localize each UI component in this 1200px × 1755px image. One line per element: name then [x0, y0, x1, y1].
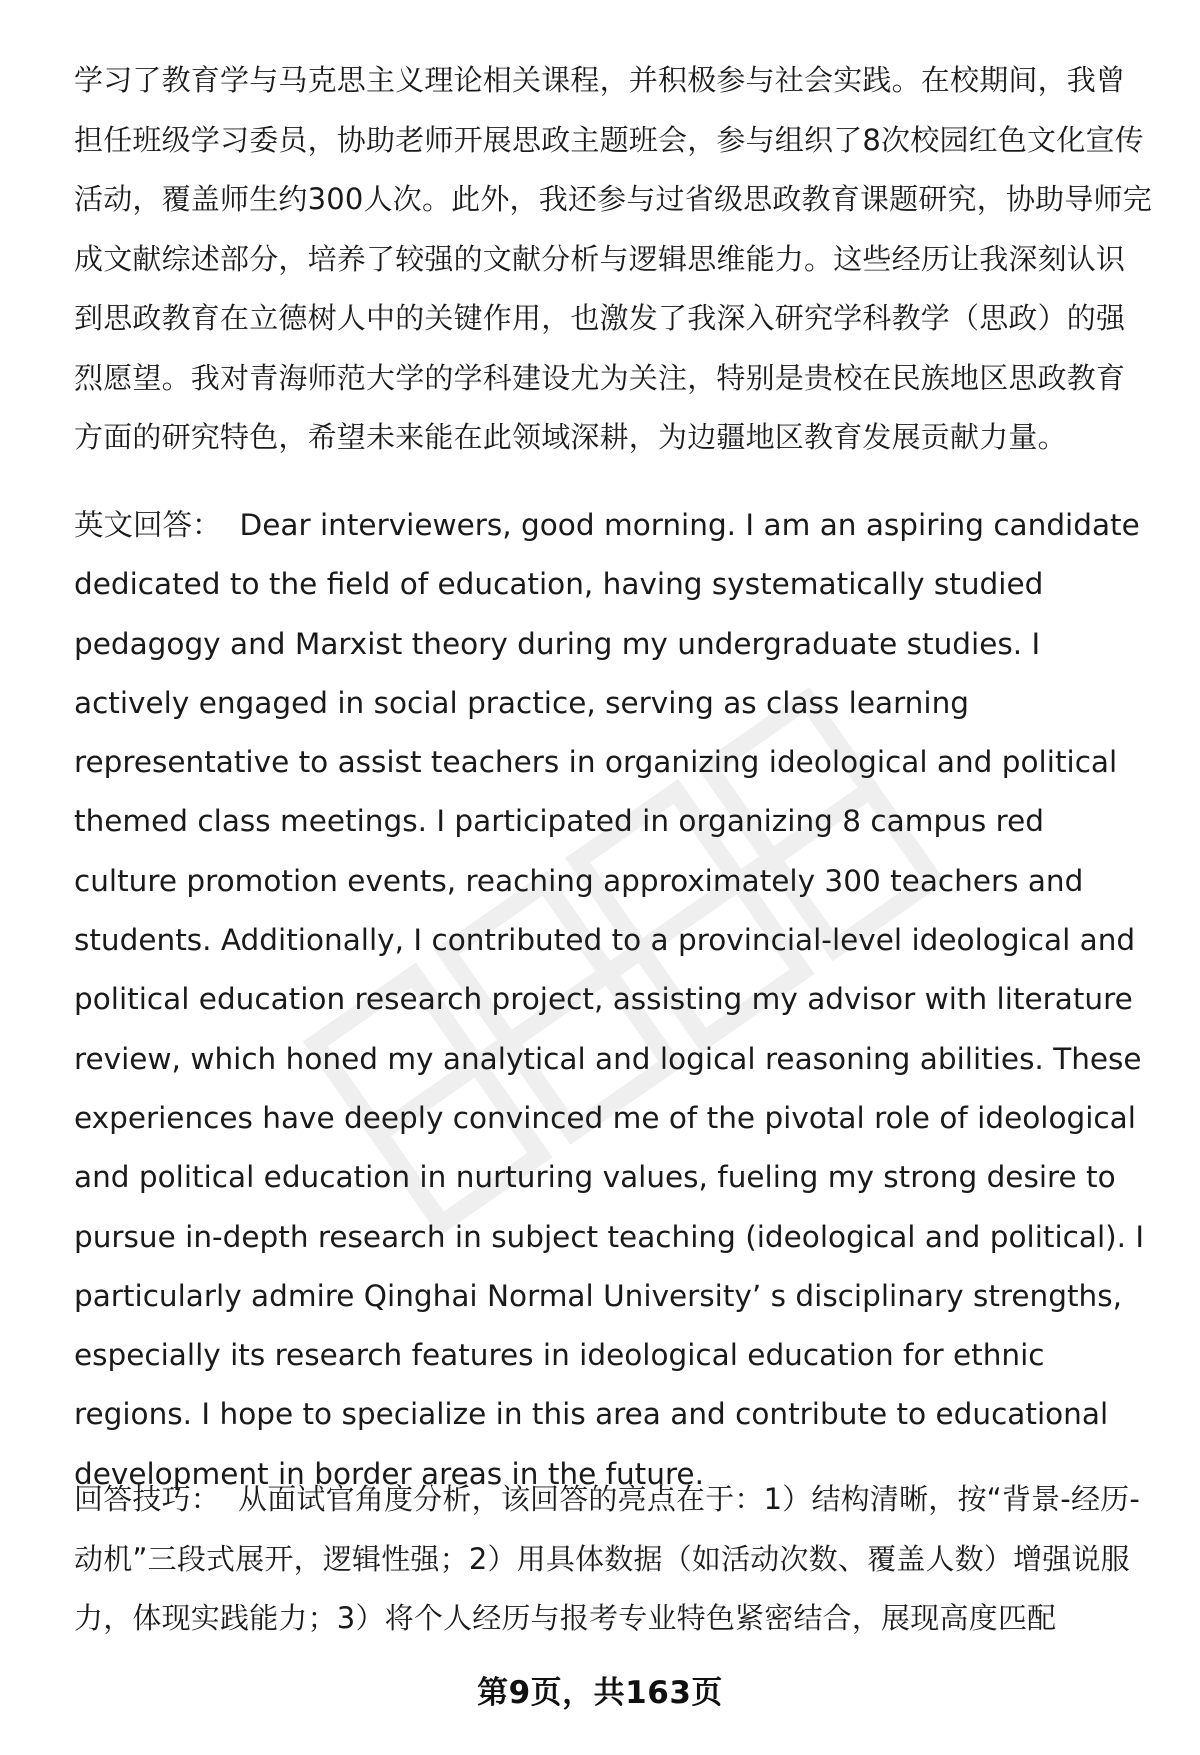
english-answer-text: Dear interviewers, good morning. I am an aspiring candidate dedicated to the field of education, having systematically studied pedagogy and Marxist theory during my undergraduate studies. I actively engaged in social practice, serving as class learning representative to assist teachers in organizing ideological and political themed class meetings. I participated in organizing 8 campus red culture promotion events, reaching approximately 300 teachers and students. Additionally, I contributed to a provincial-level ideological and political education research project, assisting my advisor with literature review, which honed my analytical and logical reasoning abilities. These experiences have deeply convinced me of the pivotal role of ideological and political education in nurturing values, fueling my strong desire to pursue in-depth research in subject teaching (ideological and political). I particularly admire Qinghai Normal University’ s disciplinary strengths, especially its research features in ideological education for ethnic regions. I hope to specialize in this area and contribute to educational development in border areas in the future.: [74, 508, 1145, 1491]
english-answer-label: 英文回答：: [74, 508, 222, 542]
english-answer: [74, 496, 1154, 1504]
chinese-paragraph: 学习了教育学与马克思主义理论相关课程，并积极参与社会实践。在校期间，我曾担任班级学习委员，协助老师开展思政主题班会，参与组织了8次校园红色文化宣传活动，覆盖师生约300人次。此外，我还参与过省级思政教育课题研究，协助导师完成文献综述部分，培养了较强的文献分析与逻辑思维能力。这些经历让我深刻认识到思政教育在立德树人中的关键作用，也激发了我深入研究学科教学（思政）的强烈愿望。我对青海师范大学的学科建设尤为关注，特别是贵校在民族地区思政教育方面的研究特色，希望未来能在此领域深耕，为边疆地区教育发展贡献力量。: [74, 63, 1152, 454]
page-indicator: 第9页，共163页: [477, 1675, 723, 1711]
answer-tips-label: 回答技巧：: [74, 1482, 221, 1516]
answer-tips-text: 从面试官角度分析，该回答的亮点在于：1）结构清晰，按“背景-经历-动机”三段式展开，逻辑性强；2）用具体数据（如活动次数、覆盖人数）增强说服力，体现实践能力；3）将个人经历与报考专业特色紧密结合，展现高度匹配: [74, 1482, 1141, 1635]
answer-tips: [74, 1470, 1154, 1649]
